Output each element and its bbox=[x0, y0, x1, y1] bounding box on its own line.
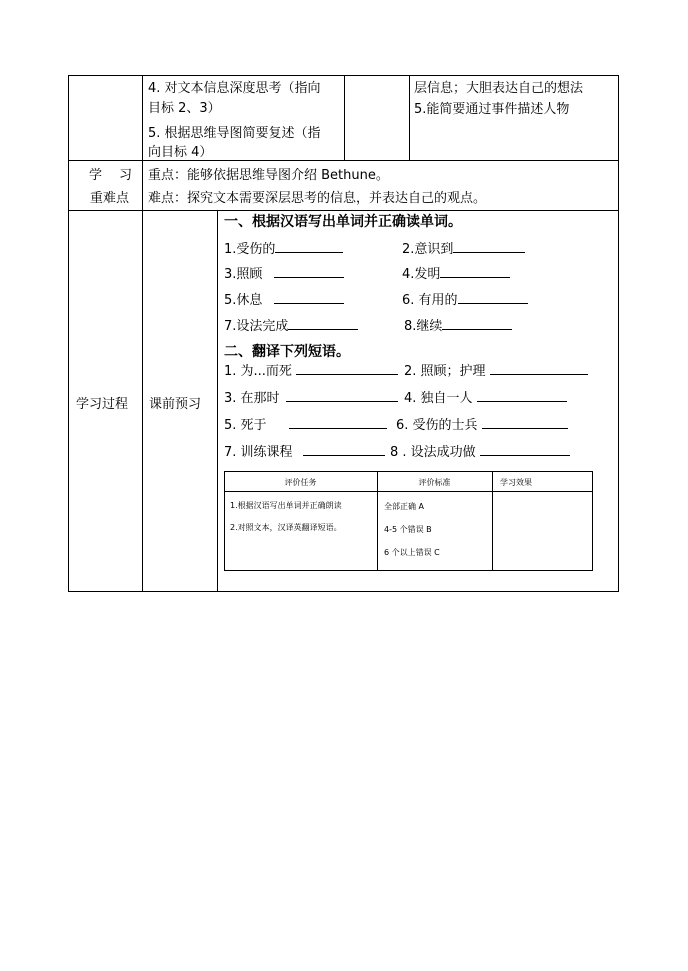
preview-label: 课前预习 bbox=[149, 397, 202, 412]
word-item bbox=[402, 240, 525, 259]
process-label: 学习过程 bbox=[76, 397, 129, 412]
phrase-label: 5. 死于 bbox=[224, 418, 267, 433]
objective-item-5-cont: 向目标 4） bbox=[148, 145, 213, 160]
phrase-label: 6. 受伤的士兵 bbox=[396, 418, 478, 433]
word-item bbox=[224, 317, 358, 336]
word-label: 2.意识到 bbox=[402, 242, 454, 257]
answer-blank[interactable] bbox=[296, 362, 398, 375]
answer-blank[interactable] bbox=[482, 416, 568, 429]
focus-label-1: 学 习 bbox=[89, 168, 135, 183]
phrase-label: 2. 照顾；护理 bbox=[404, 364, 486, 379]
word-item bbox=[224, 291, 344, 310]
word-label: 1.受伤的 bbox=[224, 242, 276, 257]
answer-blank[interactable] bbox=[275, 240, 343, 253]
answer-blank[interactable] bbox=[440, 265, 510, 278]
phrase-item bbox=[224, 416, 387, 435]
col-divider bbox=[142, 210, 143, 592]
phrase-label: 4. 独自一人 bbox=[404, 391, 473, 406]
eval-col-divider bbox=[492, 471, 493, 571]
eval-task-2: 2.对照文本，汉译英翻译短语。 bbox=[230, 523, 342, 532]
word-label: 5.休息 bbox=[224, 293, 263, 308]
objective-item-5: 5. 根据思维导图简要复述（指 bbox=[148, 126, 321, 141]
eval-standard-c: 6 个以上错误 C bbox=[384, 548, 440, 557]
answer-blank[interactable] bbox=[286, 389, 398, 402]
col-divider bbox=[409, 75, 410, 161]
word-item bbox=[404, 317, 512, 336]
eval-standard-a: 全部正确 A bbox=[384, 502, 425, 511]
answer-blank[interactable] bbox=[480, 443, 570, 456]
section-2-title: 二、翻译下列短语。 bbox=[224, 344, 350, 360]
difficult-point: 难点：探究文本需要深层思考的信息，并表达自己的观点。 bbox=[148, 191, 487, 206]
eval-header-standard: 评价标准 bbox=[418, 478, 451, 487]
eval-header-task: 评价任务 bbox=[284, 478, 317, 487]
phrase-item bbox=[224, 362, 398, 381]
phrase-item bbox=[224, 389, 398, 408]
objective-item-4: 4. 对文本信息深度思考（指向 bbox=[148, 81, 321, 96]
answer-blank[interactable] bbox=[490, 362, 588, 375]
phrase-item bbox=[396, 416, 568, 435]
word-item bbox=[224, 265, 344, 284]
phrase-label: 3. 在那时 bbox=[224, 391, 280, 406]
word-item bbox=[402, 291, 528, 310]
phrase-item bbox=[404, 389, 567, 408]
row-divider bbox=[68, 210, 619, 211]
focus-label-2: 重难点 bbox=[90, 191, 130, 206]
phrase-label: 1. 为...而死 bbox=[224, 364, 292, 379]
phrase-label: 7. 训练课程 bbox=[224, 445, 293, 460]
goal-line-1: 层信息；大胆表达自己的想法 bbox=[414, 81, 584, 96]
eval-standard-b: 4-5 个错误 B bbox=[384, 525, 432, 534]
answer-blank[interactable] bbox=[274, 265, 344, 278]
word-item bbox=[402, 265, 510, 284]
word-label: 6. 有用的 bbox=[402, 293, 458, 308]
eval-header-divider bbox=[224, 491, 593, 492]
answer-blank[interactable] bbox=[288, 317, 358, 330]
goal-line-2: 5.能简要通过事件描述人物 bbox=[414, 102, 570, 117]
section-1-title: 一、根据汉语写出单词并正确读单词。 bbox=[224, 214, 462, 230]
word-item bbox=[224, 240, 343, 259]
word-label: 4.发明 bbox=[402, 267, 441, 282]
answer-blank[interactable] bbox=[274, 291, 344, 304]
objective-item-4-cont: 目标 2、3） bbox=[148, 101, 221, 116]
eval-task-1: 1.根据汉语写出单词并正确朗读 bbox=[230, 501, 342, 510]
answer-blank[interactable] bbox=[477, 389, 567, 402]
eval-header-effect: 学习效果 bbox=[500, 478, 532, 487]
col-divider bbox=[142, 75, 143, 161]
col-divider bbox=[142, 160, 143, 211]
word-label: 7.设法完成 bbox=[224, 319, 289, 334]
phrase-item bbox=[224, 443, 385, 462]
word-label: 8.继续 bbox=[404, 319, 443, 334]
key-point: 重点：能够依据思维导图介绍 Bethune。 bbox=[148, 168, 389, 183]
phrase-label: 8 . 设法成功做 bbox=[390, 445, 476, 460]
col-divider bbox=[217, 210, 218, 592]
phrase-item bbox=[390, 443, 570, 462]
phrase-item bbox=[404, 362, 588, 381]
word-label: 3.照顾 bbox=[224, 267, 263, 282]
answer-blank[interactable] bbox=[453, 240, 525, 253]
answer-blank[interactable] bbox=[303, 443, 385, 456]
answer-blank[interactable] bbox=[458, 291, 528, 304]
answer-blank[interactable] bbox=[442, 317, 512, 330]
answer-blank[interactable] bbox=[289, 416, 387, 429]
col-divider bbox=[344, 75, 345, 161]
